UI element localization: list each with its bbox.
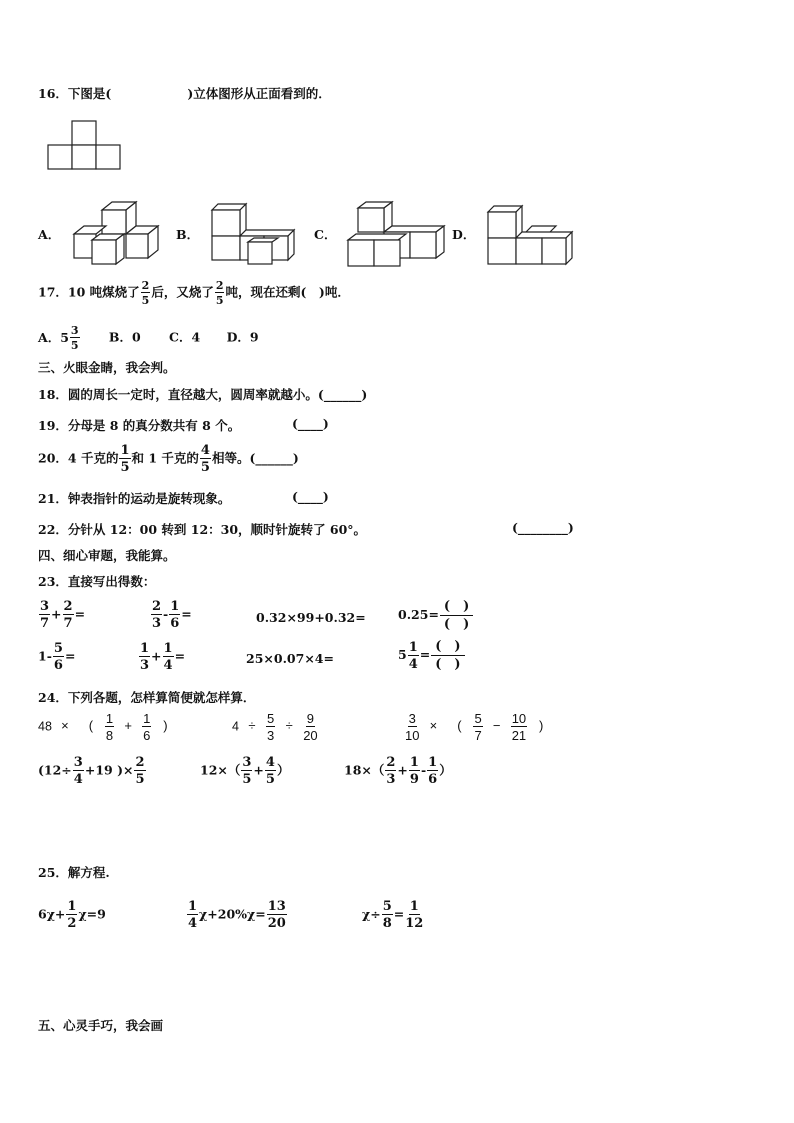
q17-line xyxy=(38,280,350,306)
q17-fraction-1: $\frac{2}{5}$ xyxy=(141,279,150,307)
section-5-heading: 五、心灵手巧，我会画 xyxy=(38,1018,164,1033)
q17-text-2: 后，又烧了 xyxy=(151,284,214,300)
option-a-figure[interactable] xyxy=(72,200,164,266)
q23-expr-7: 25×0.07×4= xyxy=(246,651,334,666)
q20-line: 20．4 千克的 $\frac{1}{5}$ 和 1 千克的 $\frac{4}{5}$ 相等。(______) xyxy=(38,443,299,475)
option-c-figure[interactable] xyxy=(344,200,448,270)
q16-text-pre: 下图是( xyxy=(67,86,112,101)
q25-equation-2: $\frac{1}{4}$ χ+20%χ= $\frac{13}{20}$ xyxy=(188,899,286,931)
q18-line: 18．圆的周长一定时，直径越大，圆周率就越小。(______) xyxy=(38,387,368,402)
q19-line: 19．分母是 8 的真分数共有 8 个。 xyxy=(38,418,241,433)
q24-expr-6: 18×（ $\frac{2}{3}$ + $\frac{1}{9}$ - $\frac{1}{6}$ ） xyxy=(344,755,452,787)
section-3-heading: 三、火眼金睛，我会判。 xyxy=(38,360,176,375)
q23-expr-5: 1- $\frac{5}{6}$ = xyxy=(38,641,76,673)
q21-line: 21．钟表指针的运动是旋转现象。 xyxy=(38,491,231,506)
q22-answer-blank[interactable]: (________) xyxy=(512,520,574,535)
option-a-label[interactable]: A． xyxy=(38,227,61,242)
q20-fraction-2: $\frac{4}{5}$ xyxy=(200,443,210,475)
q19-answer-blank[interactable]: (____) xyxy=(292,416,329,431)
q24-expr-2: 4 ÷ $\frac{5}{3}$ ÷ $\frac{9}{20}$ xyxy=(232,711,318,743)
q19-text: 分母是 8 的真分数共有 8 个。 xyxy=(67,418,241,433)
q23-expr-2: $\frac{2}{3}$ - $\frac{1}{6}$ = xyxy=(152,599,192,631)
q23-expr-4: 0.25= $\frac{( )}{( )}$ xyxy=(398,600,474,631)
q25-equation-1: 6χ+ $\frac{1}{2}$ χ=9 xyxy=(38,899,106,931)
q16-text-post: )立体图形从正面看到的． xyxy=(187,86,331,101)
q17-number: 17． xyxy=(38,284,68,300)
q16-number: 16． xyxy=(38,86,68,101)
q23-expr-8: 5 $\frac{1}{4}$ = $\frac{( )}{( )}$ xyxy=(398,640,466,671)
q16-line xyxy=(38,84,331,102)
q22-line: 22．分针从 12：00 转到 12：30，顺时针旋转了 60°。 xyxy=(38,522,367,537)
q17-fraction-2: $\frac{2}{5}$ xyxy=(215,279,224,307)
q23-expr-4-answer[interactable]: $\frac{( )}{( )}$ xyxy=(440,600,473,631)
option-d-figure[interactable] xyxy=(486,204,576,268)
q17-options xyxy=(38,325,259,351)
option-d-label[interactable]: D． xyxy=(452,227,476,242)
section-4-heading: 四、细心审题，我能算。 xyxy=(38,548,176,563)
q25-title: 25．解方程. xyxy=(38,865,110,880)
q22-text: 分针从 12：00 转到 12：30，顺时针旋转了 60°。 xyxy=(67,522,367,537)
q24-expr-4: (12÷ $\frac{3}{4}$ +19 )× $\frac{2}{5}$ xyxy=(38,755,145,787)
q23-expr-3: 0.32×99+0.32= xyxy=(256,610,366,625)
q23-expr-8-answer[interactable]: $\frac{( )}{( )}$ xyxy=(431,640,464,671)
option-b-figure[interactable] xyxy=(208,200,300,266)
q17-text-1: 10 吨煤烧了 xyxy=(67,284,140,300)
q24-expr-1: 48 × ( $\frac{1}{8}$ + $\frac{1}{6}$ ) xyxy=(38,711,168,743)
q17-option-b[interactable]: B．0 xyxy=(108,329,141,345)
q17-option-a[interactable]: A．5 $\frac{3}{5}$ xyxy=(38,324,79,352)
q23-expr-6: $\frac{1}{3}$ + $\frac{1}{4}$ = xyxy=(140,641,186,673)
q24-title: 24．下列各题，怎样算简便就怎样算． xyxy=(38,690,256,705)
q17-option-c[interactable]: C．4 xyxy=(169,329,201,345)
q25-equation-3: χ÷ $\frac{5}{8}$ = $\frac{1}{12}$ xyxy=(362,899,424,931)
q21-text: 钟表指针的运动是旋转现象。 xyxy=(67,491,231,506)
q20-fraction-1: $\frac{1}{5}$ xyxy=(120,443,130,475)
q17-option-d[interactable]: D．9 xyxy=(226,329,259,345)
q23-expr-1: $\frac{3}{7}$ + $\frac{2}{7}$ = xyxy=(40,599,86,631)
q18-answer-blank[interactable]: (______) xyxy=(317,387,368,402)
q24-expr-5: 12×（ $\frac{3}{5}$ + $\frac{4}{5}$ ） xyxy=(200,755,290,787)
option-c-label[interactable]: C． xyxy=(314,227,337,242)
front-view-figure xyxy=(48,120,122,172)
q21-answer-blank[interactable]: (____) xyxy=(292,489,329,504)
q17-text-3: 吨，现在还剩( )吨． xyxy=(225,284,350,300)
q18-text: 圆的周长一定时，直径越大，圆周率就越小。 xyxy=(67,387,318,402)
q20-answer-blank[interactable]: (______) xyxy=(249,450,299,466)
q23-title: 23．直接写出得数： xyxy=(38,574,156,589)
option-b-label[interactable]: B． xyxy=(176,227,200,242)
q24-expr-3: $\frac{3}{10}$ × ( $\frac{5}{7}$ − $\frac{10}{21}$ ) xyxy=(405,711,544,743)
